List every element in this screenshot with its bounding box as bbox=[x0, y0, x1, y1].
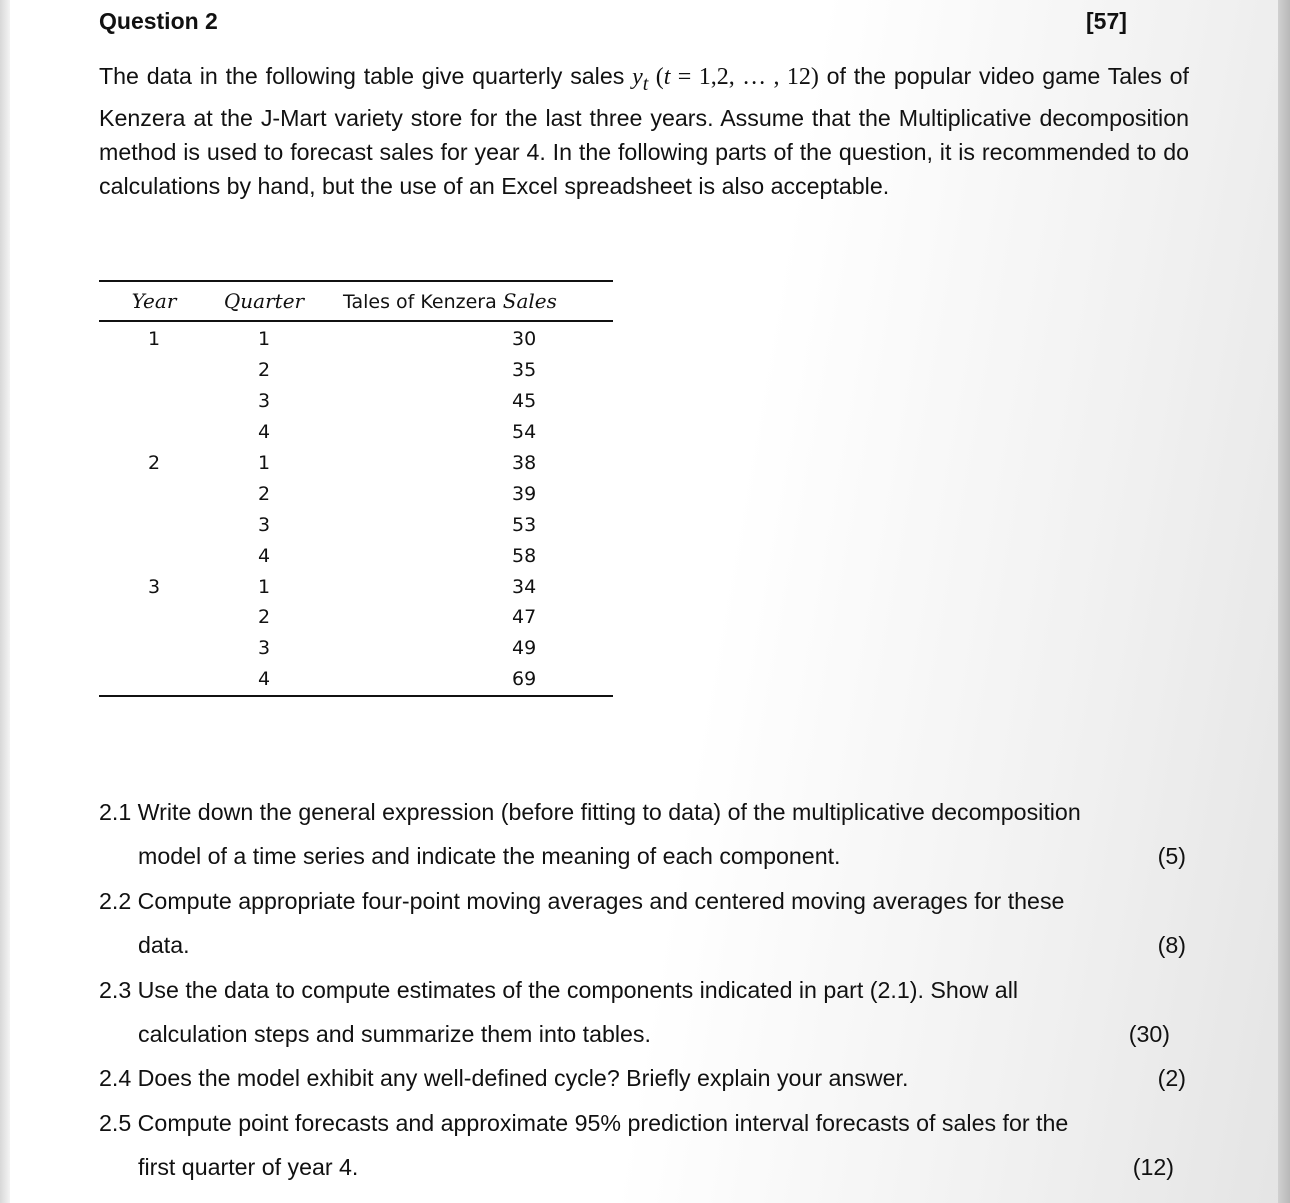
table-row bbox=[99, 509, 613, 540]
table-row bbox=[99, 664, 613, 696]
table-header-row bbox=[99, 281, 613, 321]
cell-quarter: 2 bbox=[257, 359, 271, 382]
subquestion-text: Does the model exhibit any well-defined cycle? Briefly explain your answer. bbox=[131, 1065, 909, 1092]
subquestion-2-4 bbox=[99, 1056, 1199, 1100]
subquestion-text-continued: calculation steps and summarize them into tables. bbox=[138, 1021, 651, 1048]
table-row bbox=[99, 321, 613, 355]
cell-quarter: 1 bbox=[257, 452, 271, 474]
subquestion-number: 2.4 bbox=[99, 1065, 132, 1092]
subquestion-marks: (12) bbox=[1132, 1154, 1174, 1181]
subquestion-2-5 bbox=[99, 1101, 1199, 1190]
cell-sales: 30 bbox=[512, 328, 537, 351]
question-total-marks: [57] bbox=[1086, 8, 1127, 34]
subquestion-marks: (2) bbox=[1157, 1065, 1186, 1092]
table-row bbox=[99, 417, 613, 448]
cell-quarter: 4 bbox=[257, 421, 271, 444]
page-edge-right bbox=[1278, 0, 1290, 1203]
page-edge-left bbox=[0, 0, 10, 1203]
cell-sales: 53 bbox=[512, 513, 537, 536]
table-row bbox=[99, 571, 613, 602]
header-sales: Tales of Kenzera Sales bbox=[319, 281, 613, 321]
table-row bbox=[99, 478, 613, 509]
cell-year bbox=[99, 478, 209, 509]
cell-year bbox=[99, 509, 209, 540]
math-t: t bbox=[663, 64, 671, 90]
subquestion-marks: (8) bbox=[1157, 932, 1186, 959]
cell-quarter: 1 bbox=[257, 575, 271, 598]
table-row bbox=[99, 602, 613, 633]
subquestion-number: 2.5 bbox=[99, 1109, 132, 1136]
intro-text-1: The data in the following table give quarterly sales bbox=[99, 63, 633, 89]
cell-quarter: 4 bbox=[257, 544, 271, 567]
subquestion-line1 bbox=[99, 1110, 1068, 1136]
header-year: Year bbox=[99, 281, 209, 321]
cell-quarter: 3 bbox=[257, 513, 271, 536]
cell-sales: 34 bbox=[512, 575, 537, 598]
subquestion-text: Compute appropriate four-point moving averages and centered moving averages for these bbox=[131, 887, 1065, 914]
cell-sales: 35 bbox=[512, 359, 537, 382]
cell-quarter: 2 bbox=[257, 606, 271, 629]
question-title: Question 2 bbox=[99, 8, 218, 34]
cell-year: 2 bbox=[147, 452, 161, 474]
cell-sales: 38 bbox=[512, 452, 537, 474]
subquestion-line1 bbox=[99, 1065, 908, 1091]
cell-sales: 58 bbox=[512, 544, 537, 567]
subquestion-line1 bbox=[99, 799, 1081, 825]
subquestion-text: Use the data to compute estimates of the components indicated in part (2.1). Show all bbox=[131, 976, 1018, 1003]
subquestion-text-continued: first quarter of year 4. bbox=[138, 1154, 359, 1181]
subquestion-number: 2.1 bbox=[99, 799, 132, 825]
intro-math bbox=[632, 64, 819, 95]
cell-quarter: 3 bbox=[257, 390, 271, 413]
cell-quarter: 3 bbox=[257, 637, 271, 660]
subquestion-line1 bbox=[99, 888, 1064, 914]
cell-year: 1 bbox=[147, 328, 161, 351]
cell-sales: 45 bbox=[512, 390, 537, 413]
subquestion-text-continued: data. bbox=[138, 932, 190, 959]
table-row bbox=[99, 448, 613, 479]
cell-year bbox=[99, 633, 209, 664]
subquestion-number: 2.2 bbox=[99, 887, 132, 914]
cell-quarter: 2 bbox=[257, 482, 271, 505]
header-quarter: Quarter bbox=[209, 281, 319, 321]
math-paren-open: ( bbox=[648, 64, 664, 90]
sales-table bbox=[99, 280, 613, 697]
cell-quarter: 1 bbox=[257, 328, 271, 351]
subquestion-2-1 bbox=[99, 790, 1199, 879]
cell-sales: 69 bbox=[319, 664, 613, 696]
cell-year bbox=[99, 664, 209, 696]
cell-quarter: 4 bbox=[209, 664, 319, 696]
math-t-sub: t bbox=[642, 72, 649, 95]
subquestion-text-continued: model of a time series and indicate the meaning of each component. bbox=[138, 843, 841, 870]
subquestion-list bbox=[99, 790, 1199, 1190]
cell-sales: 39 bbox=[512, 482, 537, 505]
intro-text-2: of the popular video game Tales of Kenzera at the J-Mart variety store for the last three years. Assume that the Multiplicative decomposition method is used to forecast sales for year 4. In the following parts of the question, it is recommended to do calculations by hand, but the use of an Excel spreadsheet is also acceptable. bbox=[99, 63, 1189, 199]
subquestion-2-2 bbox=[99, 879, 1199, 968]
cell-sales: 54 bbox=[512, 421, 537, 444]
subquestion-text: Compute point forecasts and approximate 95% prediction interval forecasts of sales for the bbox=[131, 1109, 1069, 1136]
table-body bbox=[99, 321, 613, 696]
cell-year bbox=[99, 355, 209, 386]
cell-year: 3 bbox=[147, 575, 161, 598]
table-row bbox=[99, 633, 613, 664]
question-intro bbox=[99, 59, 1189, 203]
cell-sales: 49 bbox=[512, 637, 537, 660]
cell-sales: 47 bbox=[512, 606, 537, 629]
cell-year bbox=[99, 386, 209, 417]
table-row bbox=[99, 355, 613, 386]
subquestion-line1 bbox=[99, 977, 1018, 1003]
cell-year bbox=[99, 540, 209, 571]
subquestion-2-3 bbox=[99, 968, 1199, 1057]
table-row bbox=[99, 386, 613, 417]
subquestion-marks: (5) bbox=[1157, 843, 1186, 870]
cell-year bbox=[99, 417, 209, 448]
cell-year bbox=[99, 602, 209, 633]
table-row bbox=[99, 540, 613, 571]
subquestion-marks: (30) bbox=[1128, 1021, 1170, 1048]
math-y: y bbox=[632, 64, 643, 90]
math-range: = 1,2, … , 12) bbox=[670, 64, 819, 90]
subquestion-number: 2.3 bbox=[99, 976, 132, 1003]
subquestion-text: Write down the general expression (before fitting to data) of the multiplicative decomposition bbox=[131, 799, 1081, 825]
